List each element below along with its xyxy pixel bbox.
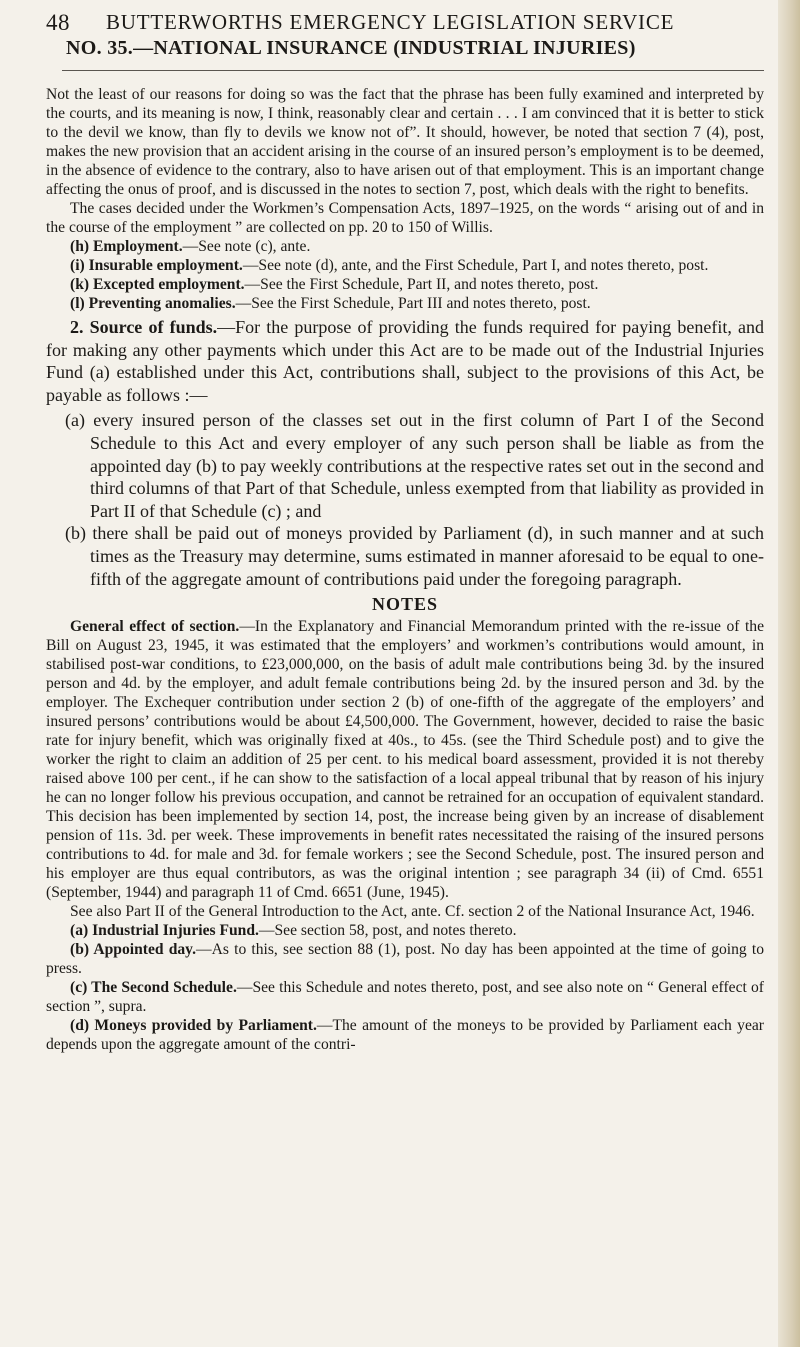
note-d-text: —The amount of the moneys to be provided by Parliament each year depends upon the aggregate amount of the contri- (46, 1017, 764, 1054)
section-2-clause-b: (b) there shall be paid out of moneys provided by Parliament (d), in such manner and at such times as the Treasury may determine, sums estimated in manner aforesaid to be equal to one-fifth of the aggregate amount of contributions paid under the foregoing paragraph. (65, 523, 764, 589)
page-edge-shadow (778, 0, 800, 1347)
note-c-text: —See this Schedule and notes thereto, post, and see also note on “ General effect of section ”, supra. (46, 979, 764, 1016)
note-a (46, 921, 764, 940)
section-2-body: —For the purpose of providing the funds required for paying benefit, and for making any other payments which under this Act are to be made out of the Industrial Injuries Fund (a) established under this Act, contributions shall, subject to the provisions of this Act, be payable as follows :— (46, 317, 764, 405)
intro-paragraph-1: Not the least of our reasons for doing so was the fact that the phrase has been fully examined and interpreted by the courts, and its meaning is now, I think, reasonably clear and certain . . . I am convinced that it is better to stick to the devil we know, than fly to devils we know not of”. It should, however, be noted that section 7 (4), post, makes the new provision that an accident arising in the course of an insured person’s employment is to be deemed, in the absence of evidence to the contrary, also to have arisen out of that employment. This is an important change affecting the onus of proof, and is discussed in the notes to section 7, post, which deals with the right to benefits. (46, 86, 764, 198)
note-item-i-label: (i) Insurable employment. (70, 257, 243, 274)
note-item-l (46, 294, 764, 313)
note-a-text: —See section 58, post, and notes thereto. (258, 922, 517, 940)
intro-paragraph-2: The cases decided under the Workmen’s Compensation Acts, 1897–1925, on the words “ arising out of and in the course of the employment ” are collected on pp. 20 to 150 of Willis. (46, 200, 764, 236)
page-header (46, 10, 764, 68)
section-2-text (46, 316, 764, 406)
general-effect-note (46, 617, 764, 902)
note-item-k (46, 275, 764, 294)
note-item-h (46, 237, 764, 256)
note-item-l-text: —See the First Schedule, Part III and notes thereto, post. (235, 295, 591, 312)
section-title: NO. 35.—NATIONAL INSURANCE (INDUSTRIAL INJURIES) (66, 37, 636, 59)
note-c-label: (c) The Second Schedule. (70, 979, 237, 997)
note-a-label: (a) Industrial Injuries Fund. (70, 922, 259, 940)
see-also-note: See also Part II of the General Introduction to the Act, ante. Cf. section 2 of the National Insurance Act, 1946. (70, 903, 755, 921)
note-item-l-label: (l) Preventing anomalies. (70, 295, 236, 312)
note-d-label: (d) Moneys provided by Parliament. (70, 1017, 317, 1035)
section-2-clause-a: (a) every insured person of the classes set out in the first column of Part I of the Second Schedule to this Act and every employer of any such person shall be liable as from the appointed day (b) to pay weekly contributions at the respective rates set out in the second and third columns of that Part of that Schedule, unless exempted from that liability as provided in Part II of that Schedule (c) ; and (65, 410, 764, 521)
document-page (46, 10, 764, 1054)
note-item-k-label: (k) Excepted employment. (70, 276, 245, 293)
section-2-heading: 2. Source of funds. (70, 317, 218, 337)
note-b (46, 940, 764, 978)
page-number: 48 (46, 10, 70, 35)
running-title: BUTTERWORTHS EMERGENCY LEGISLATION SERVICE (106, 10, 675, 34)
note-b-label: (b) Appointed day. (70, 941, 197, 959)
notes-heading: NOTES (371, 594, 439, 615)
note-item-h-text: —See note (c), ante. (182, 238, 311, 255)
note-item-k-text: —See the First Schedule, Part II, and notes thereto, post. (244, 276, 599, 293)
note-c (46, 978, 764, 1016)
note-d (46, 1016, 764, 1054)
note-item-i-text: —See note (d), ante, and the First Schedule, Part I, and notes thereto, post. (242, 257, 709, 274)
note-item-h-label: (h) Employment. (70, 238, 183, 255)
note-item-i (46, 256, 764, 275)
general-effect-text: —In the Explanatory and Financial Memorandum printed with the re-issue of the Bill on August 23, 1945, it was estimated that the employers’ and workmen’s contributions would amount, in stabilised post-war conditions, to £23,000,000, on the basis of adult male contributions being 3d. by the insured person and 4d. by the employer, and adult female contributions being 2d. by the insured person and 3d. by the employer. The Exchequer contribution under section 2 (b) of one-fifth of the aggregate of the employers’ and insured persons’ contributions would be about £4,500,000. The Government, however, decided to raise the basic rate for injury benefit, which was originally fixed at 40s., to 45s. (see the Third Schedule post) and to give the worker the right to claim an addition of 25 per cent. to his medical board assessment, provided it is not thereby raised above 100 per cent., if he can show to the satisfaction of a local appeal tribunal that by reason of his injury he can no longer follow his previous occupation, and cannot be retrained for an occupation of equivalent standard. This decision has been implemented by section 14, post, the increase being given by an increase of disablement pension of 11s. 3d. per week. These improvements in benefit rates necessitated the raising of the insured persons contributions to 4d. for male and 3d. for female workers ; see the Second Schedule, post. The insured person and his employer are thus equal contributors, as was the original intention ; see paragraph 34 (ii) of Cmd. 6551 (September, 1944) and paragraph 11 of Cmd. 6651 (June, 1945). (46, 618, 764, 902)
header-rule (62, 70, 764, 71)
general-effect-label: General effect of section. (70, 618, 240, 636)
note-b-text: —As to this, see section 88 (1), post. No day has been appointed at the time of going to press. (46, 941, 765, 978)
